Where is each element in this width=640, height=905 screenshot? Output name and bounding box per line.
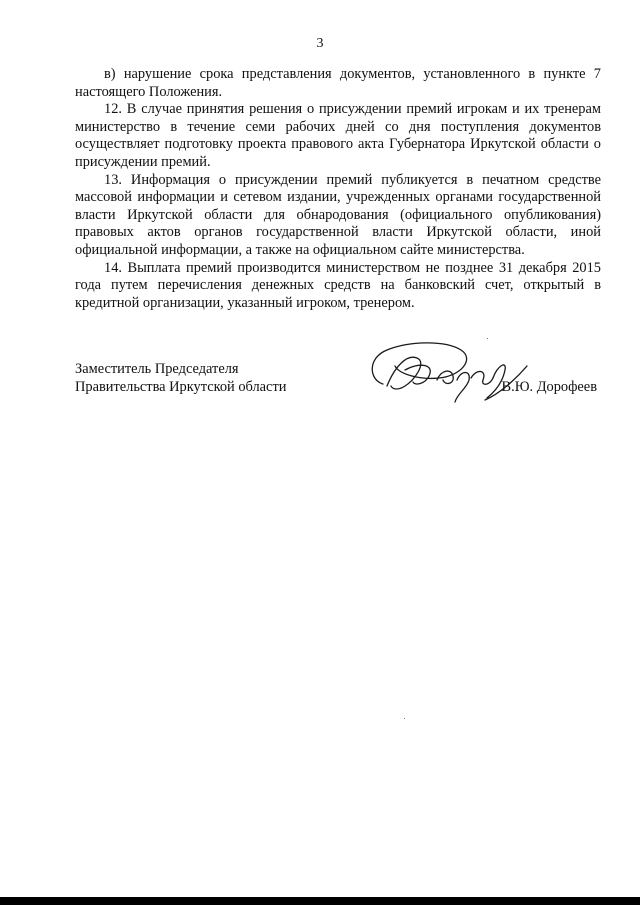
scan-edge-bar: [0, 897, 640, 905]
paragraph-item-v: в) нарушение срока представления документов, установленного в пункте 7 настоящего Положения.: [75, 66, 601, 100]
page-number: 3: [316, 36, 324, 51]
paragraph-12: 12. В случае принятия решения о присуждении премий игрокам и их тренерам министерство в течение семи рабочих дней со дня поступления документов осуществляет подготовку проекта правового акта Губернатора Иркутской области о присуждении премий.: [75, 101, 601, 170]
signatory-title-line1: Заместитель Председателя: [75, 361, 239, 377]
signatory-title-line2: Правительства Иркутской области: [75, 379, 287, 395]
document-body: [75, 66, 601, 312]
paragraph-13: 13. Информация о присуждении премий публикуется в печатном средстве массовой информации и сетевом издании, учрежденных органами государственной власти Иркутской области для обнародования (официального опубликования) правовых актов органов государственной власти Иркутской области, иной официальной информации, а также на официальном сайте министерства.: [75, 171, 601, 258]
paragraph-14: 14. Выплата премий производится министерством не позднее 31 декабря 2015 года путем перечисления денежных средств на банковский счет, открытый в кредитной организации, указанный игроком, тренером.: [75, 259, 601, 311]
signature-block: [75, 360, 605, 440]
signatory-name: В.Ю. Дорофеев: [501, 379, 597, 395]
scan-speck: [487, 338, 488, 339]
scan-speck: [404, 718, 405, 719]
